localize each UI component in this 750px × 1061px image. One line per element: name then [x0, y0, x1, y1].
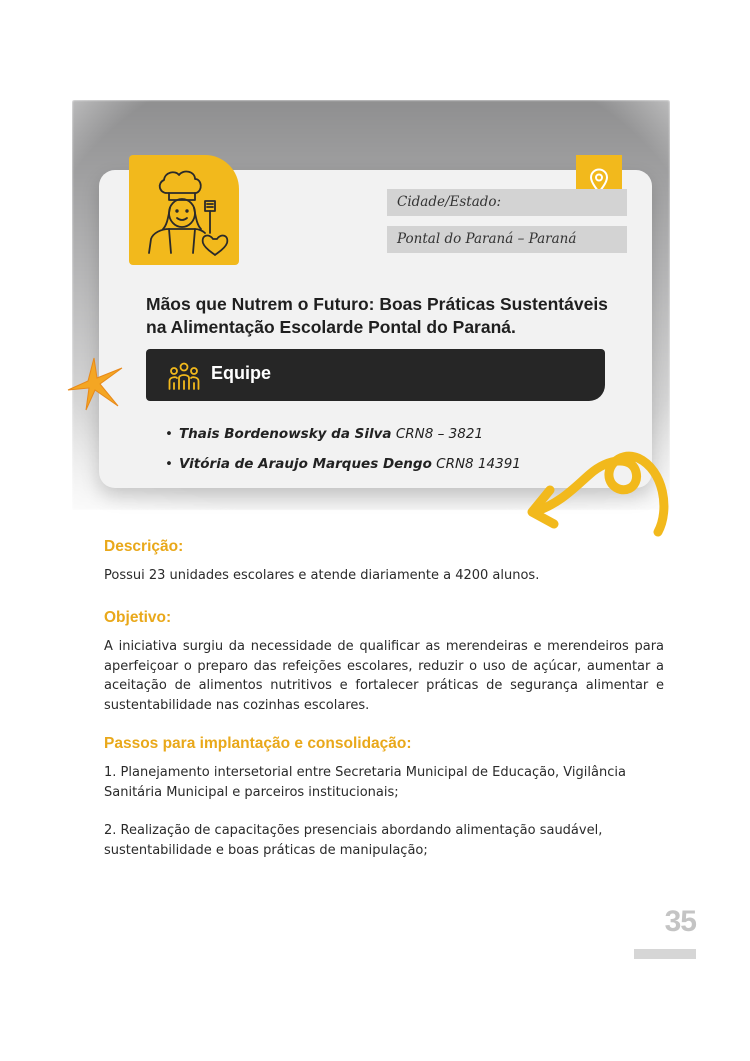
bullet: •: [165, 456, 173, 472]
objective-heading: Objetivo:: [104, 609, 172, 626]
member-crn: CRN8 – 3821: [395, 426, 484, 442]
description-text: Possui 23 unidades escolares e atende diariamente a 4200 alunos.: [104, 568, 540, 583]
team-label: Equipe: [211, 363, 272, 383]
city-state-value: Pontal do Paraná – Paraná: [387, 226, 627, 253]
team-header-bar: [146, 349, 605, 401]
description-heading: Descrição:: [104, 538, 184, 555]
star-icon: [66, 356, 124, 412]
chef-icon: [139, 163, 229, 258]
bullet: •: [165, 426, 173, 442]
page-number: 35: [664, 905, 696, 938]
team-member: [165, 449, 521, 479]
project-title-line-2: na Alimentação Escolarde Pontal do Paraná.: [146, 317, 516, 337]
member-name: Thais Bordenowsky da Silva: [178, 426, 392, 442]
step-item-1: 1. Planejamento intersetorial entre Secretaria Municipal de Educação, Vigilância Sanitária Municipal e parceiros institucionais;: [104, 765, 626, 800]
city-state-label: Cidade/Estado:: [387, 189, 627, 216]
objective-text: A iniciativa surgiu da necessidade de qualificar as merendeiras e merendeiros para aperfeiçoar o preparo das refeições escolares, reduzir o uso de açúcar, aumentar a aceitação de alimentos nutritivos e fortalecer práticas de segurança alimentar e sustentabilidade nas cozinhas escolares.: [104, 639, 664, 713]
team-icon: [168, 361, 200, 391]
team-member: [165, 419, 521, 449]
chef-badge: [129, 155, 239, 265]
swirl-arrow-icon: [520, 440, 670, 540]
project-title: [146, 293, 626, 339]
step-item-2: 2. Realização de capacitações presenciais abordando alimentação saudável, sustentabilidade e boas práticas de manipulação;: [104, 823, 603, 858]
member-name: Vitória de Araujo Marques Dengo: [178, 456, 432, 472]
project-title-line-1: Mãos que Nutrem o Futuro: Boas Práticas Sustentáveis: [146, 294, 608, 314]
team-member-list: [165, 419, 521, 479]
member-crn: CRN8 14391: [436, 456, 521, 472]
steps-heading: Passos para implantação e consolidação:: [104, 735, 412, 752]
page-number-bar: [634, 949, 696, 959]
